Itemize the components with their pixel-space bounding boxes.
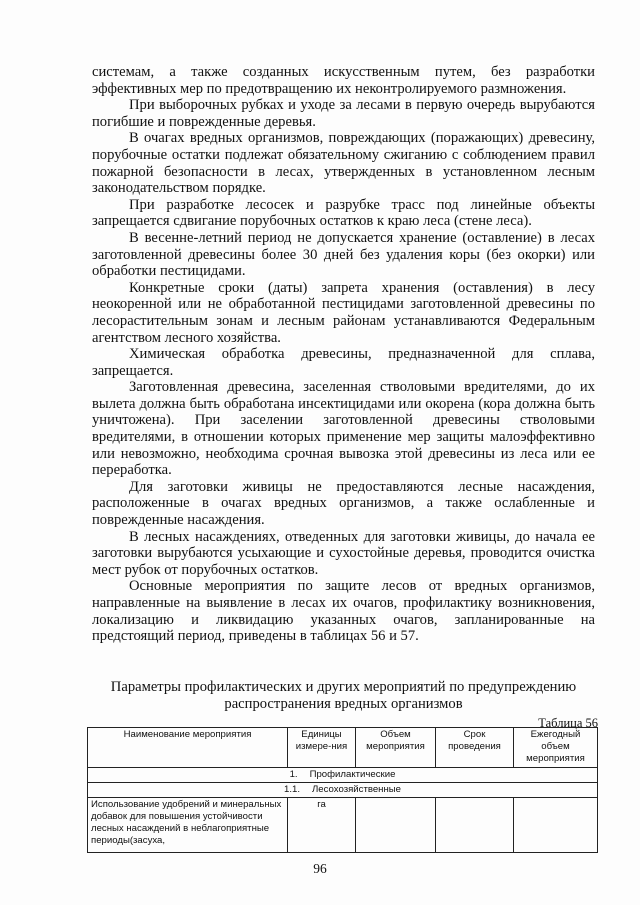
measures-table bbox=[87, 727, 598, 853]
paragraph: Химическая обработка древесины, предназначенной для сплава, запрещается. bbox=[92, 346, 595, 379]
table-header-cell: Срок проведения bbox=[436, 728, 514, 768]
section-number: 1. bbox=[289, 769, 298, 780]
paragraph: При разработке лесосек и разрубке трасс под линейные объекты запрещается сдвигание порубочных остатков к краю леса (стене леса). bbox=[92, 196, 595, 230]
subsection-number: 1.1. bbox=[284, 784, 301, 795]
table-header-cell: Ежегодный объем мероприятия bbox=[514, 728, 598, 768]
table-header-row bbox=[88, 728, 598, 768]
table-caption-line: Параметры профилактических и других мероприятий по предупреждению bbox=[110, 679, 577, 695]
table-caption-line: распространения вредных организмов bbox=[224, 695, 463, 712]
table-cell-unit: га bbox=[288, 798, 356, 853]
table-cell-annual bbox=[514, 798, 598, 853]
table-section-row bbox=[88, 768, 598, 783]
paragraph: Конкретные сроки (даты) запрета хранения (оставления) в лесу неокоренной или не обработанной пестицидами заготовленной древесины по лесорастительным зонам и лесным районам устанавливаются Федеральным агентством лесного хозяйства. bbox=[92, 279, 595, 346]
paragraph: В лесных насаждениях, отведенных для заготовки живицы, до начала ее заготовки вырубаются усыхающие и сухостойные деревья, проводится очистка мест рубок от порубочных остатков. bbox=[92, 528, 595, 578]
paragraph: Основные мероприятия по защите лесов от вредных организмов, направленные на выявление в лесах их очагов, профилактику возникновения, локализацию и ликвидацию указанных очагов, запланированные на предстоящий период, приведены в таблицах 56 и 57. bbox=[92, 578, 595, 645]
paragraph: В весенне-летний период не допускается хранение (оставление) в лесах заготовленной древесины более 30 дней без удаления коры (без окорки) или обработки пестицидами. bbox=[92, 229, 595, 280]
table-header-cell: Наименование мероприятия bbox=[88, 728, 288, 768]
table-cell-volume bbox=[356, 798, 436, 853]
section-title: Профилактические bbox=[309, 769, 396, 780]
page-number: 96 bbox=[313, 861, 327, 876]
table-label: Таблица 56 bbox=[538, 716, 598, 730]
table-row bbox=[88, 798, 598, 853]
table-section-cell bbox=[88, 768, 598, 783]
table-header-cell: Объем мероприятия bbox=[356, 728, 436, 768]
table-header-cell: Единицы измере-ния bbox=[288, 728, 356, 768]
paragraph: Заготовленная древесина, заселенная стволовыми вредителями, до их вылета должна быть обработана инсектицидами или окорена (кора должна быть уничтожена). При заселении заготовленной древесины стволовыми вредителями, в отношении которых применение мер защиты малоэффективно или невозможно, необходима срочная вывозка этой древесины из леса или ее переработка. bbox=[92, 379, 595, 479]
subsection-title: Лесохозяйственные bbox=[312, 784, 401, 795]
table-cell-name: Использование удобрений и минеральных добавок для повышения устойчивости лесных насаждений в неблагоприятные периоды(засуха, bbox=[88, 798, 288, 853]
paragraph: При выборочных рубках и уходе за лесами в первую очередь вырубаются погибшие и поврежденные деревья. bbox=[92, 97, 595, 130]
body-text bbox=[92, 64, 595, 645]
paragraph: В очагах вредных организмов, повреждающих (поражающих) древесину, порубочные остатки подлежат обязательному сжиганию с соблюдением правил пожарной безопасности в лесах, утвержденных в установленном лесным законодательством порядке. bbox=[92, 130, 595, 197]
paragraph: Для заготовки живицы не предоставляются лесные насаждения, расположенные в очагах вредных организмов, а также ослабленные и поврежденные насаждения. bbox=[92, 478, 595, 529]
table-caption bbox=[92, 679, 595, 712]
paragraph: системам, а также созданных искусственным путем, без разработки эффективных мер по предотвращению их неконтролируемого размножения. bbox=[92, 64, 595, 97]
table-cell-term bbox=[436, 798, 514, 853]
table-subsection-row bbox=[88, 783, 598, 798]
table-subsection-cell bbox=[88, 783, 598, 798]
